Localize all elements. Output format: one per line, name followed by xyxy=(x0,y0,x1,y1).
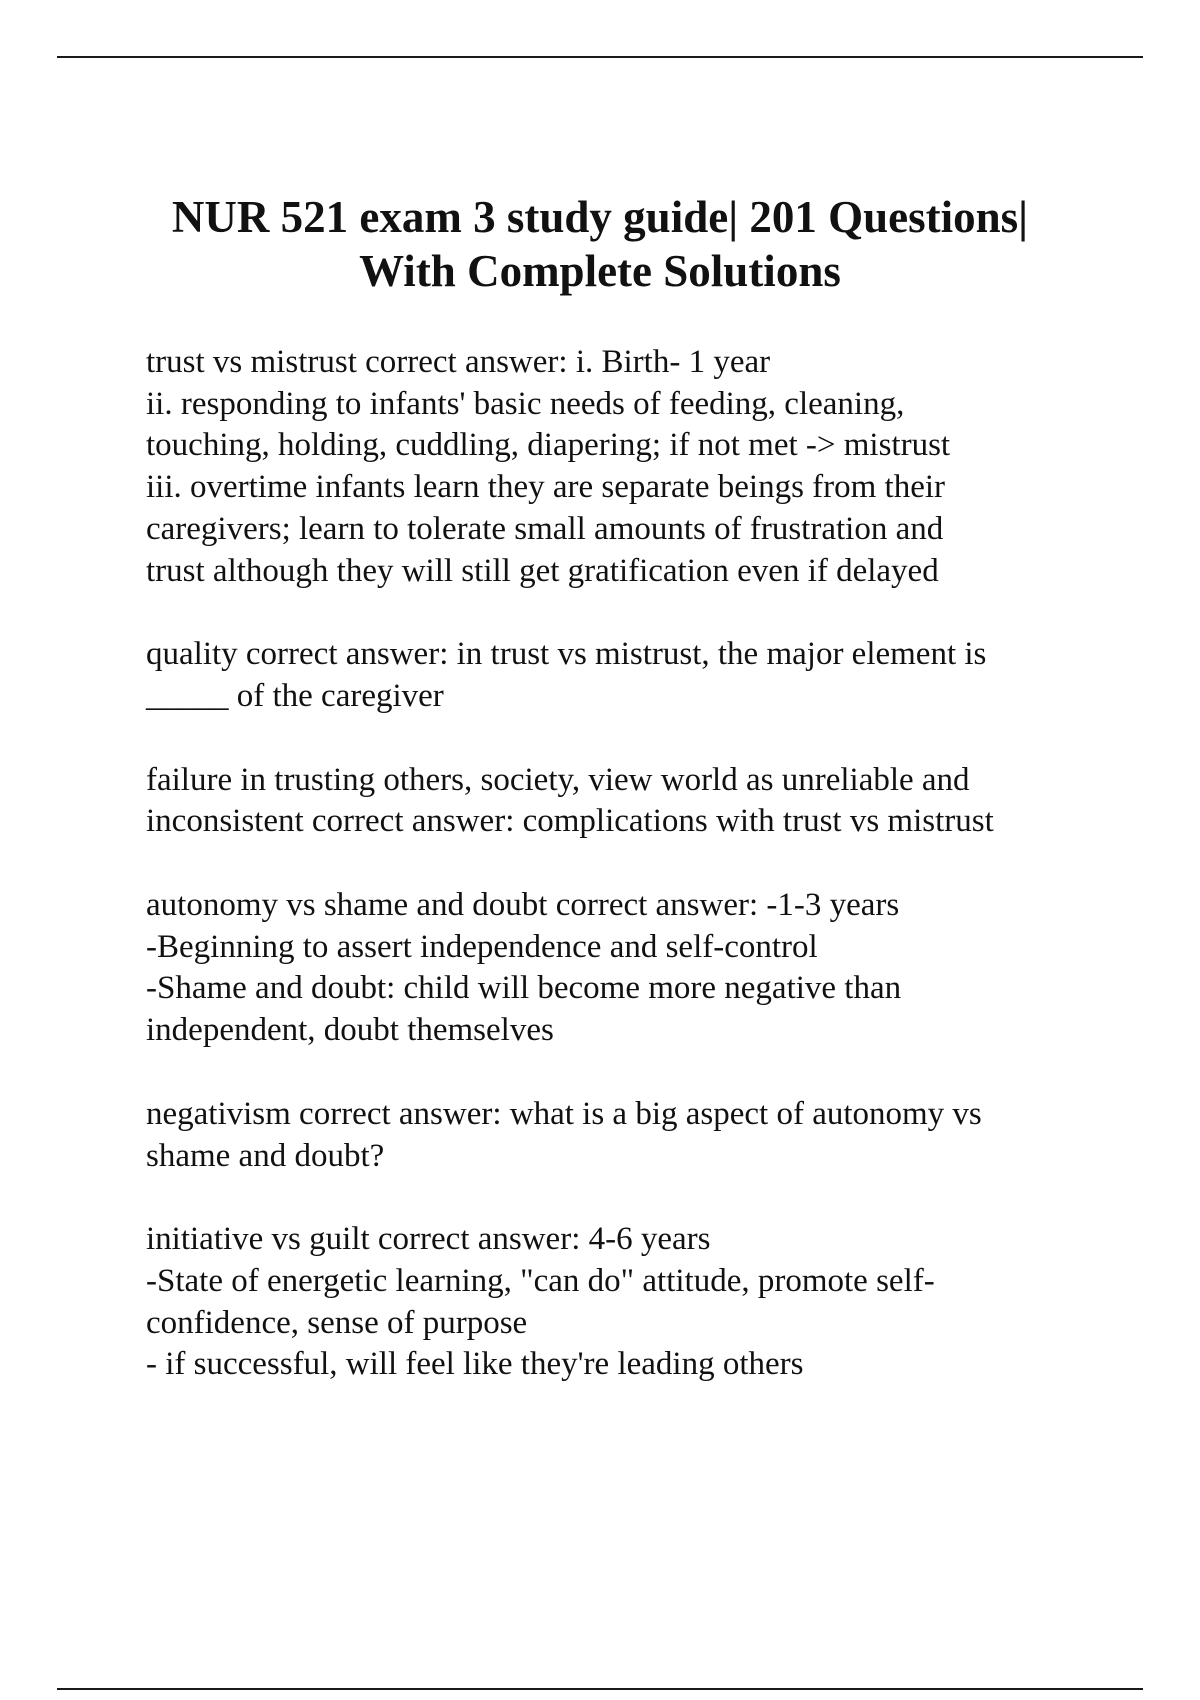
entry-line: confidence, sense of purpose xyxy=(146,1304,528,1341)
qa-entry-quality xyxy=(146,634,1146,717)
top-divider xyxy=(57,56,1143,58)
entry-line: ii. responding to infants' basic needs of feeding, cleaning, xyxy=(146,385,905,422)
entry-line: -State of energetic learning, "can do" attitude, promote self- xyxy=(146,1262,935,1299)
entry-line: initiative vs guilt correct answer: 4-6 years xyxy=(146,1221,711,1258)
entry-line: autonomy vs shame and doubt correct answer: -1-3 years xyxy=(146,887,900,924)
entry-line: -Beginning to assert independence and self-control xyxy=(146,928,818,965)
title-line-2: With Complete Solutions xyxy=(359,246,841,296)
entry-line: touching, holding, cuddling, diapering; if not met -> mistrust xyxy=(146,427,951,464)
qa-entry-failure-in-trusting xyxy=(146,760,1146,843)
bottom-divider xyxy=(57,1688,1143,1690)
entry-line: iii. overtime infants learn they are separate beings from their xyxy=(146,469,946,506)
qa-entry-autonomy-vs-shame xyxy=(146,885,1146,1052)
entry-line: trust although they will still get gratification even if delayed xyxy=(146,552,939,589)
entry-line: quality correct answer: in trust vs mistrust, the major element is xyxy=(146,636,987,673)
entry-line: caregivers; learn to tolerate small amounts of frustration and xyxy=(146,510,944,547)
entry-line: shame and doubt? xyxy=(146,1137,385,1174)
entry-line: trust vs mistrust correct answer: i. Birth- 1 year xyxy=(146,344,771,380)
entry-line: negativism correct answer: what is a big aspect of autonomy vs xyxy=(146,1095,982,1132)
title-line-1: NUR 521 exam 3 study guide| 201 Questions| xyxy=(171,192,1029,242)
qa-entry-initiative-vs-guilt xyxy=(146,1219,1146,1386)
entry-line: -Shame and doubt: child will become more negative than xyxy=(146,970,902,1007)
entry-line: independent, doubt themselves xyxy=(146,1012,554,1049)
study-guide-content xyxy=(146,342,1146,1428)
entry-line: inconsistent correct answer: complications with trust vs mistrust xyxy=(146,803,994,840)
document-title xyxy=(90,190,1110,298)
qa-entry-trust-vs-mistrust xyxy=(146,342,1146,592)
entry-line: - if successful, will feel like they're leading others xyxy=(146,1346,804,1383)
entry-line: failure in trusting others, society, view world as unreliable and xyxy=(146,761,970,798)
qa-entry-negativism xyxy=(146,1094,1146,1177)
entry-line: _____ of the caregiver xyxy=(146,677,444,714)
